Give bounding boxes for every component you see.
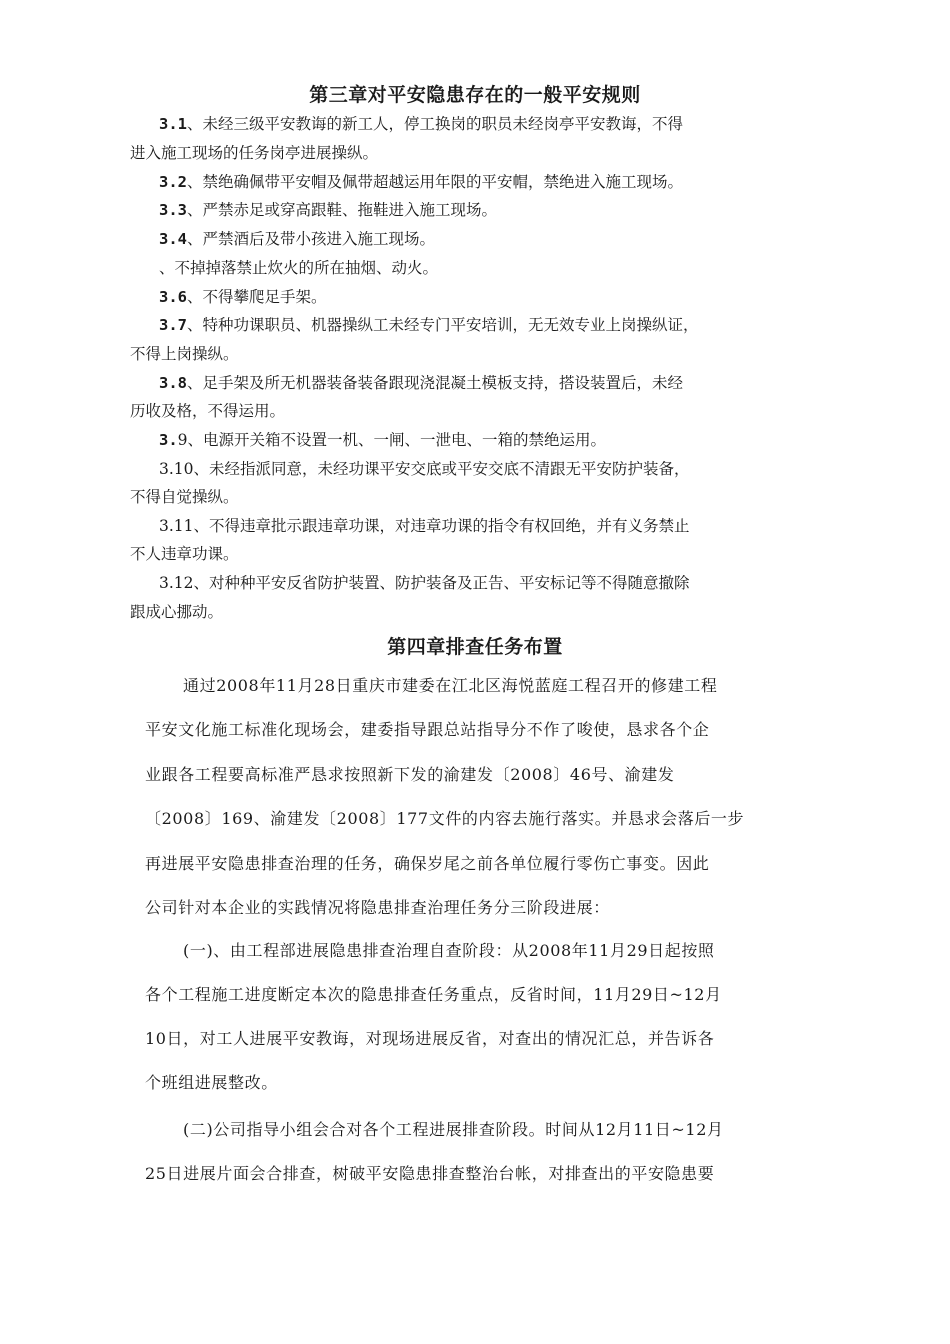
rule-3-11-line-2: 不人违章功课。 xyxy=(130,545,239,563)
rule-text: 9、电源开关箱不设置一机、一闸、一泄电、一箱的禁绝运用。 xyxy=(177,431,607,449)
rule-number: 3.2 xyxy=(159,173,187,191)
rule-3-12-line-2: 跟成心挪动。 xyxy=(130,603,224,621)
rule-3-4-line-1 xyxy=(159,229,435,249)
para-1-line-2: 平安文化施工标准化现场会，建委指导跟总站指导分不作了唆使，恳求各个企 xyxy=(145,720,710,739)
rule-text: 、不得攀爬足手架。 xyxy=(187,288,327,306)
para-1-line-4: 〔2008〕169、渝建发〔2008〕177文件的内容去施行落实。并恳求会落后一步 xyxy=(145,809,745,828)
rule-number: 3.7 xyxy=(159,316,187,334)
rule-3-1-line-1 xyxy=(159,114,683,134)
para-1-line-1: 通过2008年11月28日重庆市建委在江北区海悦蓝庭工程召开的修建工程 xyxy=(183,676,718,695)
rule-number: 3.1 xyxy=(159,115,187,133)
para-2-line-1: (一)、由工程部进展隐患排查治理自查阶段：从2008年11月29日起按照 xyxy=(183,941,715,960)
rule-number: 3.8 xyxy=(159,374,187,392)
para-1-line-6: 公司针对本企业的实践情况将隐患排查治理任务分三阶段进展： xyxy=(145,898,610,917)
para-1-line-3: 业跟各工程要高标准严恳求按照新下发的渝建发〔2008〕46号、渝建发 xyxy=(145,765,675,784)
rule-number: 3. xyxy=(159,431,178,449)
para-2-line-4: 个班组进展整改。 xyxy=(145,1073,278,1092)
rule-number: 3.3 xyxy=(159,201,187,219)
para-1-line-5: 再进展平安隐患排查治理的任务，确保岁尾之前各单位履行零伤亡事变。因此 xyxy=(145,854,710,873)
rule-3-10-line-1: 3.10、未经指派同意，未经功课平安交底或平安交底不清跟无平安防护装备， xyxy=(159,460,690,478)
rule-3-2-line-1 xyxy=(159,172,683,192)
rule-3-1-line-2: 进入施工现场的任务岗亭进展操纵。 xyxy=(130,144,379,162)
rule-text: 、未经三级平安教诲的新工人，停工换岗的职员未经岗亭平安教诲，不得 xyxy=(187,115,684,133)
para-3-line-2: 25日进展片面会合排查，树破平安隐患排查整治台帐，对排查出的平安隐患要 xyxy=(145,1164,715,1183)
rule-text: 、严禁赤足或穿高跟鞋、拖鞋进入施工现场。 xyxy=(187,201,498,219)
chapter3-title: 第三章对平安隐患存在的一般平安规则 xyxy=(309,84,641,106)
rule-3-11-line-1: 3.11、不得违章批示跟违章功课，对违章功课的指令有权回绝，并有义务禁止 xyxy=(159,517,690,535)
rule-3-8-line-2: 历收及格，不得运用。 xyxy=(130,402,286,420)
rule-number: 3.4 xyxy=(159,230,187,248)
rule-3-5-line-1: 、不掉掉落禁止炊火的所在抽烟、动火。 xyxy=(159,259,439,277)
para-2-line-3: 10日，对工人进展平安教诲，对现场进展反省，对查出的情况汇总，并告诉各 xyxy=(145,1029,715,1048)
rule-text: 、特种功课职员、机器操纵工未经专门平安培训，无无效专业上岗操纵证， xyxy=(187,316,699,334)
rule-3-8-line-1 xyxy=(159,373,683,393)
rule-text: 、严禁酒后及带小孩进入施工现场。 xyxy=(187,230,436,248)
rule-3-12-line-1: 3.12、对种种平安反省防护装置、防护装备及正告、平安标记等不得随意撤除 xyxy=(159,574,690,592)
para-2-line-2: 各个工程施工进度断定本次的隐患排查任务重点，反省时间，11月29日~12月 xyxy=(145,985,722,1004)
rule-3-3-line-1 xyxy=(159,200,497,220)
rule-text: 、禁绝确佩带平安帽及佩带超越运用年限的平安帽，禁绝进入施工现场。 xyxy=(187,173,684,191)
rule-3-7-line-2: 不得上岗操纵。 xyxy=(130,345,239,363)
rule-3-6-line-1 xyxy=(159,287,327,307)
para-3-line-1: (二)公司指导小组会合对各个工程进展排查阶段。时间从12月11日~12月 xyxy=(183,1120,724,1139)
rule-text: 、足手架及所无机器装备装备跟现浇混凝土模板支持，搭设装置后，未经 xyxy=(187,374,684,392)
chapter4-title: 第四章排查任务布置 xyxy=(387,636,563,658)
rule-number: 3.6 xyxy=(159,288,187,306)
rule-3-7-line-1 xyxy=(159,315,699,335)
rule-3-9-line-1 xyxy=(159,430,606,450)
rule-3-10-line-2: 不得自觉操纵。 xyxy=(130,488,239,506)
